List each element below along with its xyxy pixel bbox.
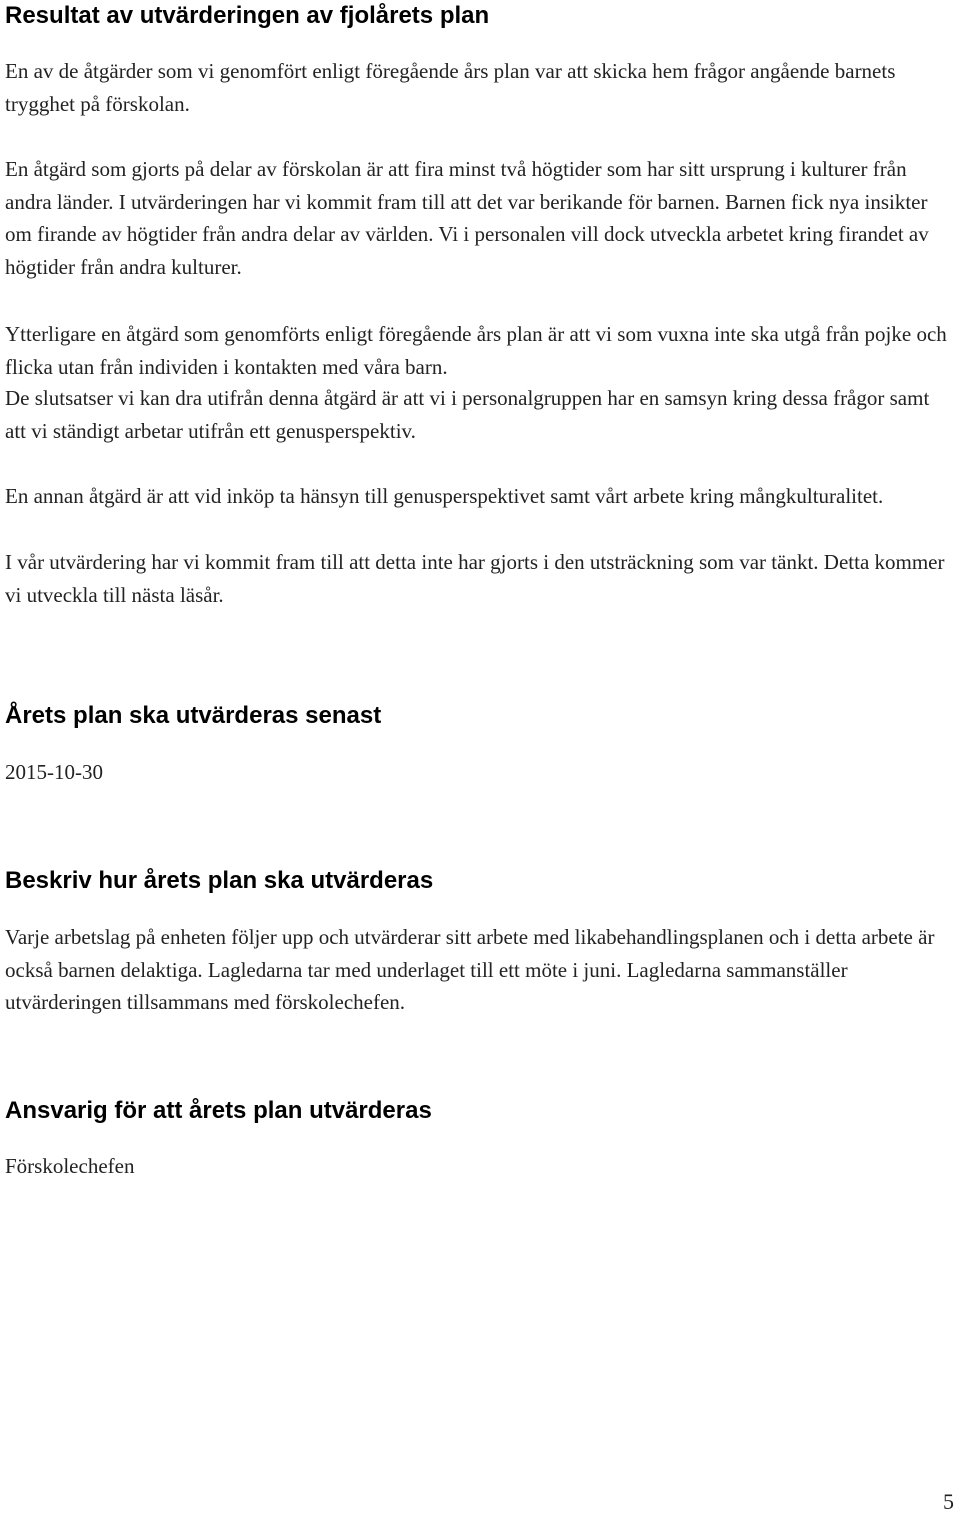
paragraph-slutsatser: De slutsatser vi kan dra utifrån denna åtgärd är att vi i personalgruppen har en samsyn kring dessa frågor samt att vi ständigt arbetar utifrån ett genusperspektiv. — [5, 386, 930, 443]
responsible-person: Förskolechefen — [5, 1154, 135, 1178]
page-number: 5 — [943, 1489, 954, 1514]
section-heading-ansvarig: Ansvarig för att årets plan utvärderas — [5, 1097, 432, 1124]
document-page — [5, 0, 953, 1519]
paragraph-trygghet: En av de åtgärder som vi genomfört enligt föregående års plan var att skicka hem frågor angående barnets trygghet på förskolan. — [5, 59, 896, 116]
paragraph-individen: Ytterligare en åtgärd som genomförts enligt föregående års plan är att vi som vuxna inte ska utgå från pojke och flicka utan från individen i kontakten med våra barn. — [5, 322, 947, 379]
paragraph-hogtider: En åtgärd som gjorts på delar av förskolan är att fira minst två högtider som har sitt ursprung i kulturer från andra länder. I utvärderingen har vi kommit fram till att det var berikande för barnen. Barnen fick nya insikter om firande av högtider från andra delar av världen. Vi i personalen vill dock utveckla arbetet kring firandet av högtider från andra kulturer. — [5, 157, 929, 279]
deadline-date: 2015-10-30 — [5, 760, 103, 784]
paragraph-inkop: En annan åtgärd är att vid inköp ta hänsyn till genusperspektivet samt vårt arbete kring mångkulturalitet. — [5, 484, 884, 508]
section-heading-resultat: Resultat av utvärderingen av fjolårets plan — [5, 2, 490, 29]
section-heading-beskriv: Beskriv hur årets plan ska utvärderas — [5, 867, 434, 894]
paragraph-beskriv: Varje arbetslag på enheten följer upp och utvärderar sitt arbete med likabehandlingsplanen och i detta arbete är också barnen delaktiga. Lagledarna tar med underlaget till ett möte i juni. Lagledarna sammanställer utvärderingen tillsammans med förskolechefen. — [5, 925, 935, 1015]
section-heading-senast: Årets plan ska utvärderas senast — [5, 702, 382, 729]
paragraph-utvardering: I vår utvärdering har vi kommit fram till att detta inte har gjorts i den utsträckning som var tänkt. Detta kommer vi utveckla till nästa läsår. — [5, 550, 945, 607]
